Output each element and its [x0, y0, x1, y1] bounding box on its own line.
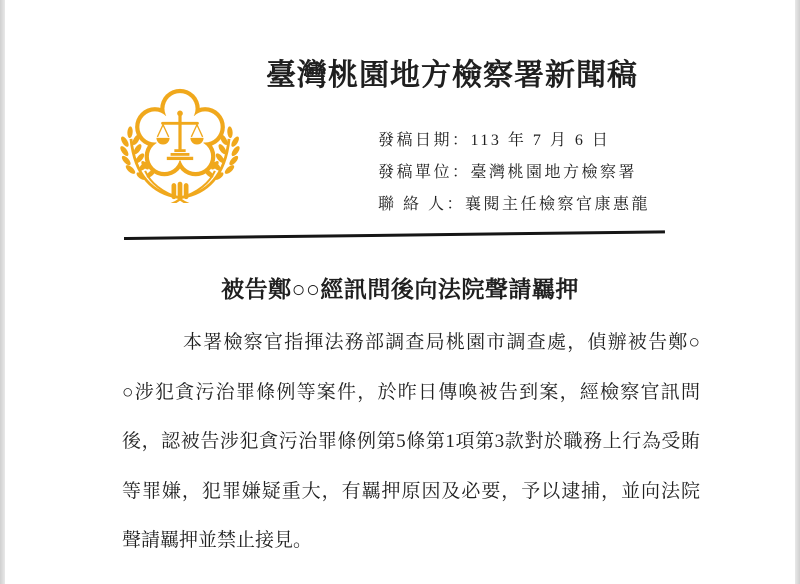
body-line: 聲請羈押並禁止接見。: [122, 530, 313, 551]
meta-issuing-unit: 發稿單位：臺灣桃園地方檢察署: [378, 164, 638, 181]
body-line: ○涉犯貪污治罪條例等案件，於昨日傳喚被告到案，經檢察官訊問: [122, 381, 700, 403]
prosecutors-office-emblem-icon: [114, 86, 246, 203]
header-divider: [124, 230, 665, 239]
body-line: 等罪嫌，犯罪嫌疑重大，有羈押原因及必要，予以逮捕，並向法院: [122, 480, 700, 502]
press-release-meta: [378, 125, 650, 221]
meta-contact-person: 聯 絡 人：襄閱主任檢察官康惠龍: [378, 196, 651, 213]
article-body: [122, 318, 700, 566]
document-title: 臺灣桃園地方檢察署新聞稿: [266, 59, 638, 92]
ribbon-tie: [172, 182, 189, 201]
meta-release-date: 發稿日期：113 年 7 月 6 日: [378, 132, 611, 149]
body-line: 後，認被告涉犯貪污治罪條例第5條第1項第3款對於職務上行為受賄: [122, 431, 700, 452]
body-line: 本署檢察官指揮法務部調查局桃園市調查處，偵辦被告鄭○: [183, 332, 700, 353]
article-headline: 被告鄭○○經訊問後向法院聲請羈押: [221, 277, 579, 302]
